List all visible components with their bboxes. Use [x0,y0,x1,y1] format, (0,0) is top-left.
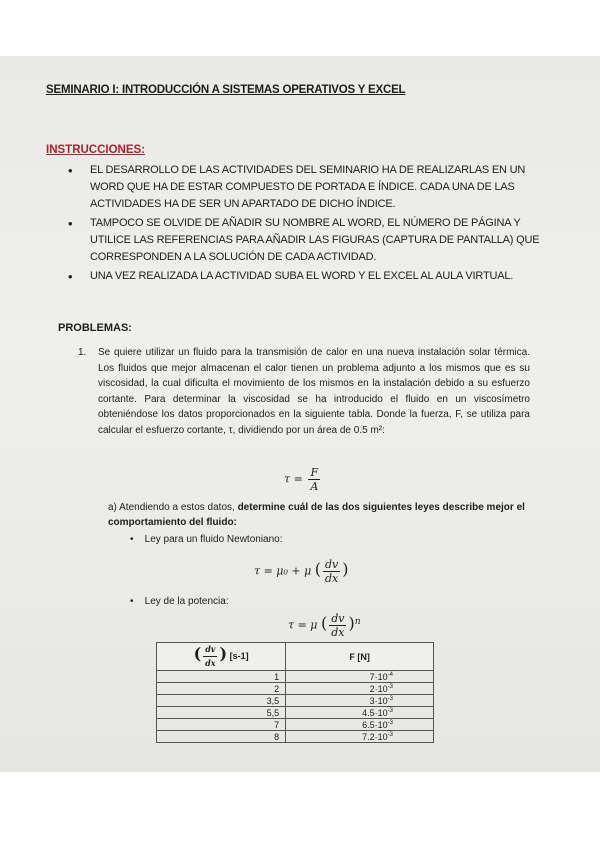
instructions-heading: INSTRUCCIONES: [46,144,146,156]
instructions-list [66,162,546,287]
viscometer-data-table [156,642,434,743]
equation-power-law: τ = μ ( $\frac{dv}{dx}$ )$^n$ [288,612,361,639]
instruction-item: • TAMPOCO SE OLVIDE DE AÑADIR SU NOMBRE AL WORD, EL NÚMERO DE PÁGINA Y UTILICE LAS REFERENCIAS PARA AÑADIR LAS FIGURAS (CAPTURA DE PANTALLA) QUE CORRESPONDEN A LA SOLUCIÓN DE CADA ACTIVIDAD. [68,216,540,263]
instruction-item: • UNA VEZ REALIZADA LA ACTIVIDAD SUBA EL WORD Y EL EXCEL AL AULA VIRTUAL. [68,269,514,284]
table-row: 1 $7\cdot 10^{-4}$ [157,671,434,683]
bullet-icon: • [68,269,73,284]
bullet-icon: • [130,534,134,545]
table-header-row [157,643,434,671]
problem-number: 1. [78,347,87,358]
problem-1-text: Se quiere utilizar un fluido para la transmisión de calor en una nueva instalación solar térmica. Los fluidos que mejor almacenan el calor tienen un problema adjunto a los mismos que es su viscosidad, la cual dificulta el movimiento de los mismos en la instalación debido a su esfuerzo cortante. Para determinar la viscosidad se ha introducido el fluido en un viscosímetro obteniéndose los datos proporcionados en la siguiente tabla. Donde la fuerza, F, se utiliza para calcular el esfuerzo cortante, τ, dividiendo por un área de 0.5 m²: [98,347,530,436]
law-power: • Ley de la potencia: [130,596,229,607]
equation-newtonian: τ = μ₀ + μ ( $\frac{dv}{dx}$ ) [254,558,349,585]
table-row: 5,5 $4.5\cdot 10^{-3}$ [157,707,434,719]
bullet-icon: • [68,216,73,231]
problems-heading: PROBLEMAS: [58,322,132,334]
equation-shear-stress: τ = $\frac{F}{A}$ [284,466,319,493]
subquestion-a: a) Atendiendo a estos datos, determine cuál de las dos siguientes leyes describe mejor el comportamiento del fluido: [108,502,525,528]
bullet-icon: • [68,163,73,178]
table-row: 3,5 $3\cdot 10^{-3}$ [157,695,434,707]
column-header-shear-rate: ( $\frac{dv}{dx}$ ) [s-1] [157,643,286,671]
law-newtonian: • Ley para un fluido Newtoniano: [130,534,283,545]
instruction-item: • EL DESARROLLO DE LAS ACTIVIDADES DEL SEMINARIO HA DE REALIZARLAS EN UN WORD QUE HA DE ESTAR COMPUESTO DE PORTADA E ÍNDICE. CADA UNA DE LAS ACTIVIDADES HA DE SER UN APARTADO DE DICHO ÍNDICE. [68,163,526,210]
document-title: SEMINARIO I: INTRODUCCIÓN A SISTEMAS OPERATIVOS Y EXCEL [46,84,406,96]
table-row: 7 $6.5\cdot 10^{-3}$ [157,719,434,731]
table-row: 2 $2\cdot 10^{-3}$ [157,683,434,695]
table-row: 8 $7.2\cdot 10^{-3}$ [157,731,434,743]
bullet-icon: • [130,596,134,607]
column-header-force: F [N] [286,643,434,671]
problem-1 [78,345,530,438]
